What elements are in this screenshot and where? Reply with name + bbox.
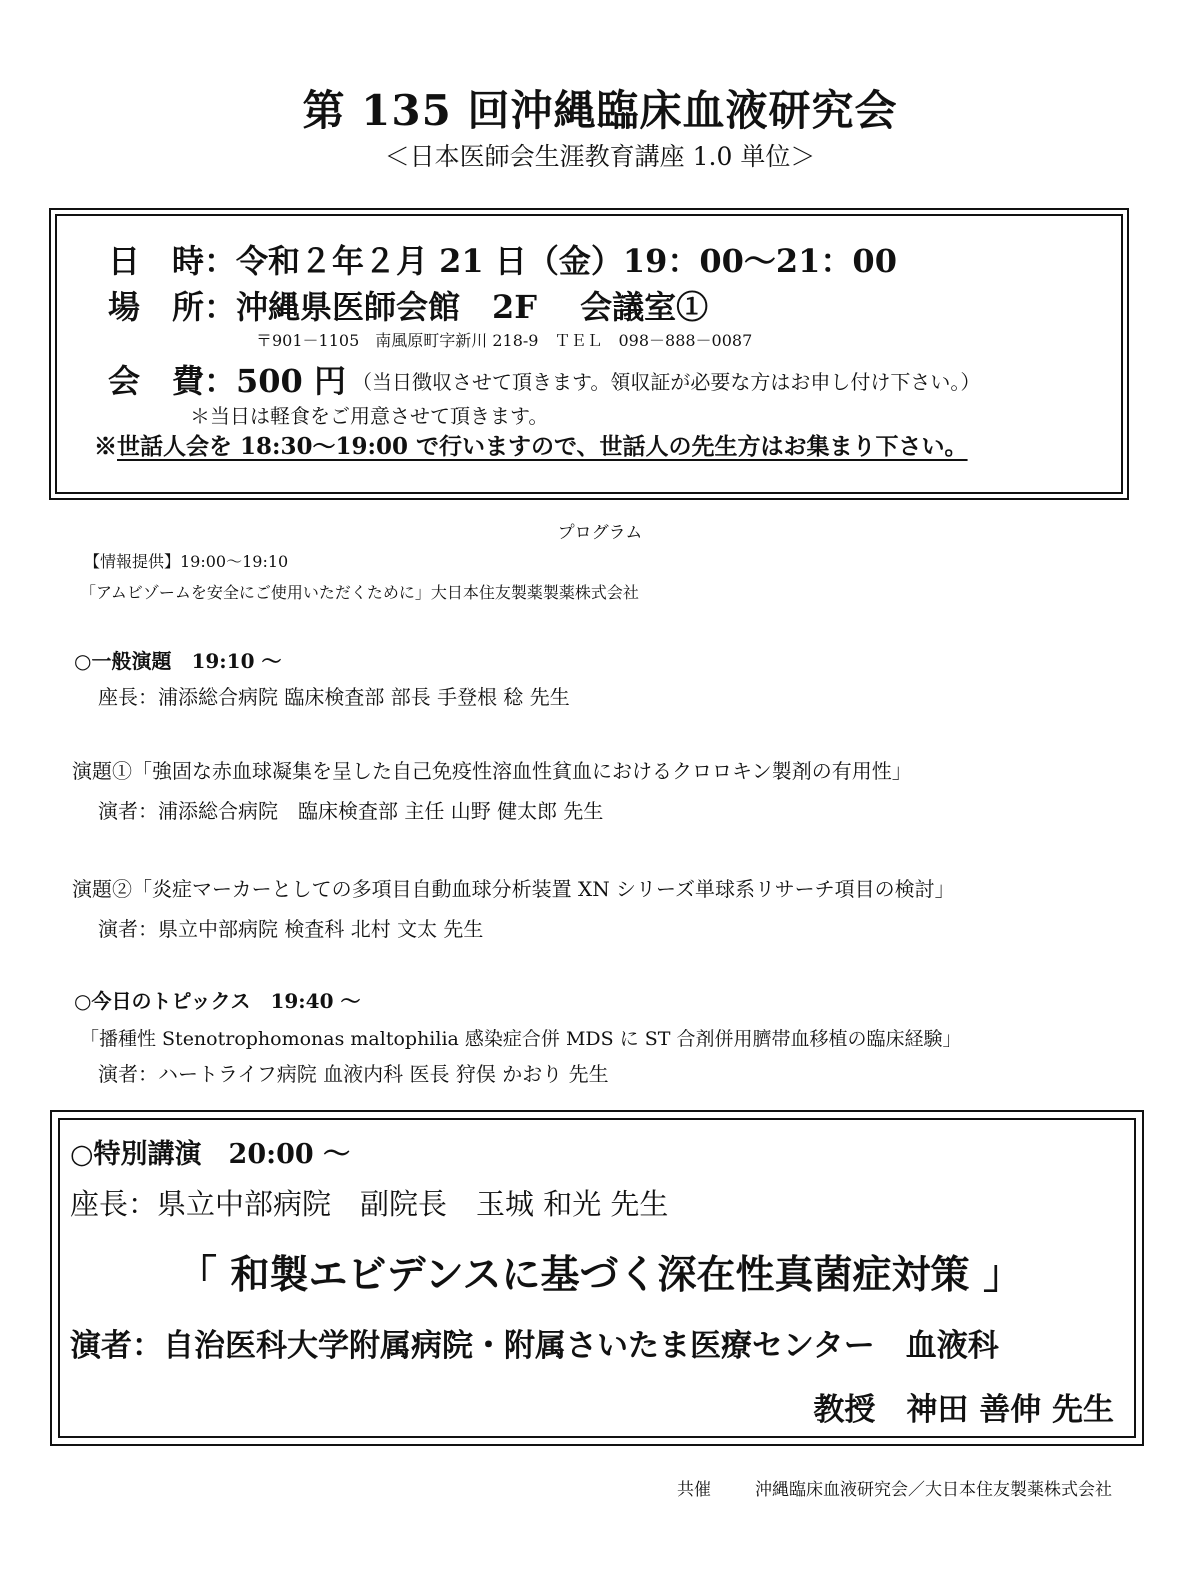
special-lecture-chair: 座長：県立中部病院 副院長 玉城 和光 先生: [70, 1187, 669, 1221]
cohost-label: 共催: [677, 1480, 711, 1500]
place-label: 場 所：: [108, 288, 237, 326]
special-lecture-speaker-name: 教授 神田 善伸 先生: [813, 1392, 1114, 1428]
info-provide-title: 「アムビゾームを安全にご使用いただくために」大日本住友製薬製薬株式会社: [80, 583, 639, 602]
date-row: [108, 236, 897, 282]
talk1-speaker: 演者：浦添総合病院 臨床検査部 主任 山野 健太郎 先生: [98, 799, 604, 823]
meeting-note: [94, 428, 968, 461]
program-heading: プログラム: [557, 523, 643, 543]
meal-note: ＊当日は軽食をご用意させて頂きます。: [190, 404, 549, 428]
general-talks-heading: ○一般演題 19:10 ～: [74, 649, 282, 673]
fee-label: 会 費：: [108, 362, 237, 400]
meeting-note-mark: ※: [94, 433, 117, 460]
topics-title: 「播種性 Stenotrophomonas maltophilia 感染症合併 MDS に ST 合剤併用臍帯血移植の臨床経験」: [80, 1028, 962, 1050]
fee-row: [108, 356, 346, 402]
cohost-value: 沖縄臨床血液研究会／大日本住友製薬株式会社: [755, 1480, 1112, 1500]
page-title: 第 135 回沖縄臨床血液研究会: [302, 86, 898, 135]
special-lecture-speaker: 演者：自治医科大学附属病院・附属さいたま医療センター 血液科: [70, 1328, 999, 1364]
date-label: 日 時：: [108, 242, 237, 280]
info-provide-time: 【情報提供】19:00～19:10: [84, 552, 289, 571]
venue-address: 〒901－1105 南風原町字新川 218-9 ＴＥＬ 098－888－0087: [256, 331, 753, 350]
special-lecture-title: 「 和製エビデンスに基づく深在性真菌症対策 」: [177, 1252, 1023, 1298]
topics-heading: ○今日のトピックス 19:40 ～: [74, 989, 361, 1013]
place-value: 沖縄県医師会館 2F 会議室①: [236, 288, 709, 326]
fee-note: （当日徴収させて頂きます。領収証が必要な方はお申し付け下さい。）: [352, 370, 981, 394]
place-row: [108, 282, 708, 328]
page-subtitle: ＜日本医師会生涯教育講座 1.0 単位＞: [384, 142, 816, 171]
date-value: 令和２年２月 21 日（金）19：00～21：00: [236, 242, 897, 280]
cohost-line: [677, 1475, 1112, 1500]
talk2-title: 演題②「炎症マーカーとしての多項目自動血球分析装置 XN シリーズ単球系リサーチ項目の検討」: [72, 877, 955, 901]
fee-value: 500 円: [236, 362, 346, 400]
talk1-title: 演題①「強固な赤血球凝集を呈した自己免疫性溶血性貧血におけるクロロキン製剤の有用性」: [72, 759, 912, 783]
general-talks-chair: 座長：浦添総合病院 臨床検査部 部長 手登根 稔 先生: [98, 685, 570, 709]
topics-speaker: 演者：ハートライフ病院 血液内科 医長 狩俣 かおり 先生: [98, 1062, 609, 1086]
talk2-speaker: 演者：県立中部病院 検査科 北村 文太 先生: [98, 917, 484, 941]
meeting-note-text: 世話人会を 18:30～19:00 で行いますので、世話人の先生方はお集まり下さい。: [117, 433, 968, 460]
special-lecture-heading: ○特別講演 20:00 ～: [70, 1139, 351, 1170]
